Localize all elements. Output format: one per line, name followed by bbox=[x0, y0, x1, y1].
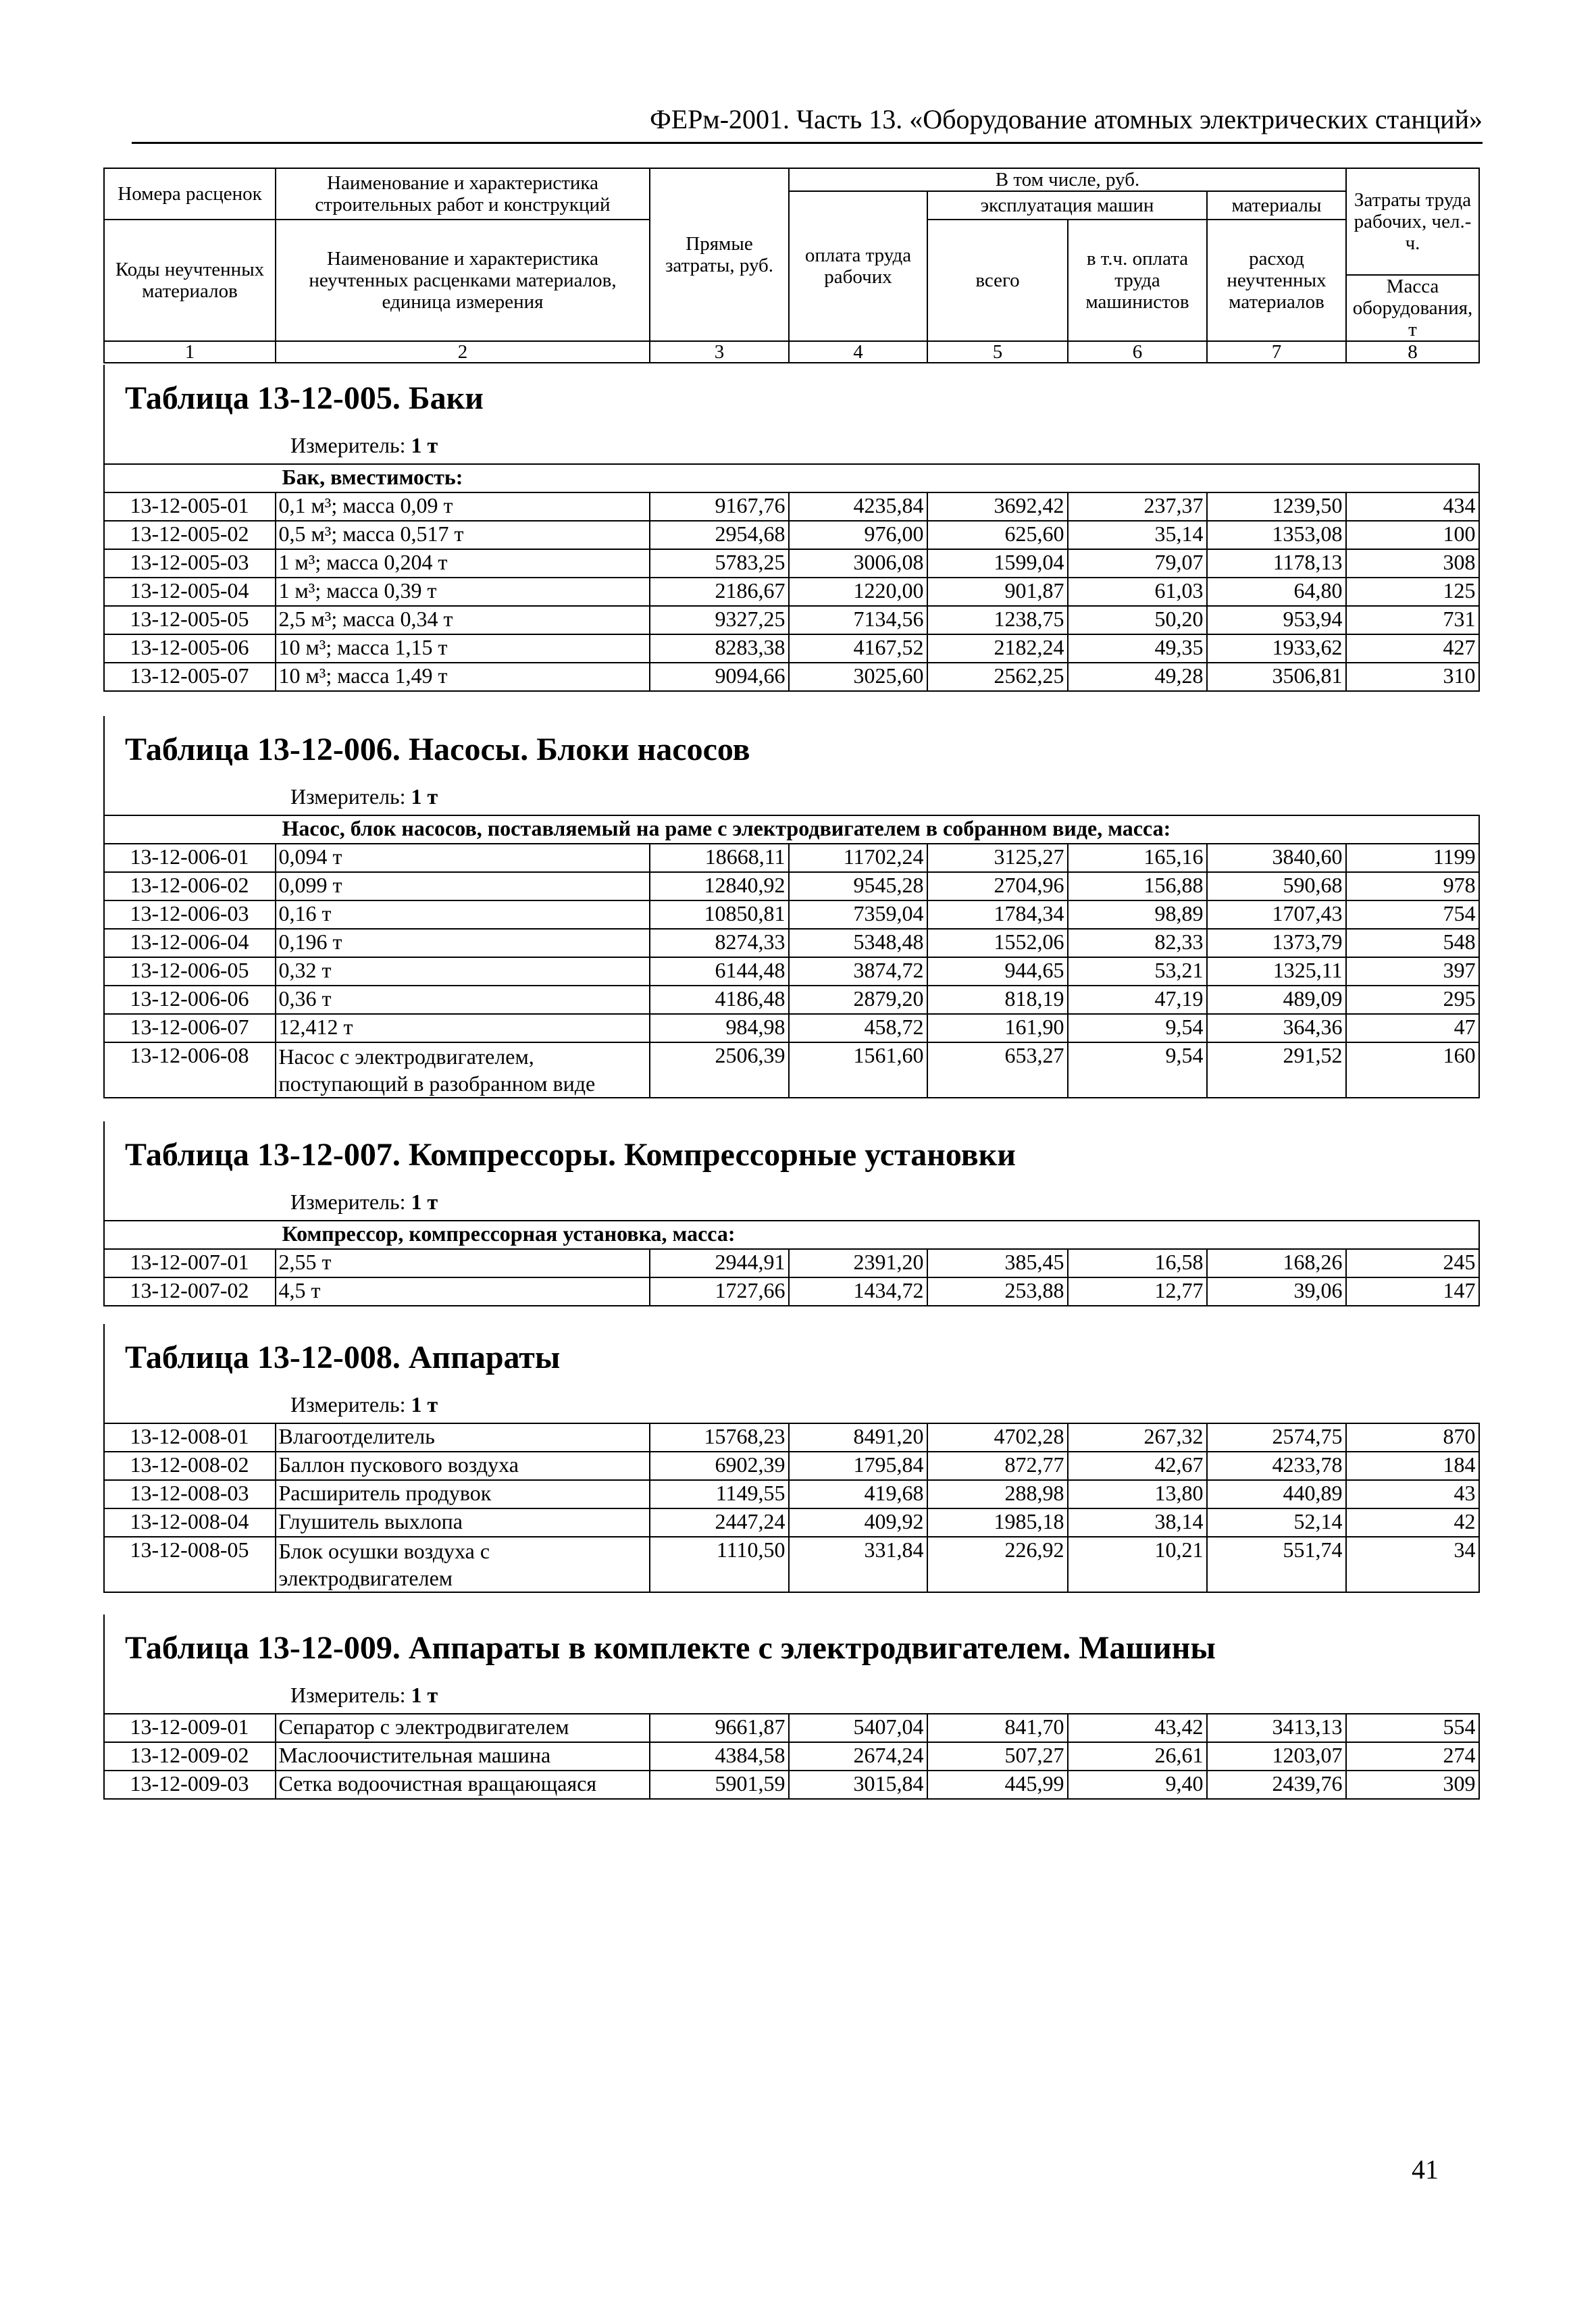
rates-table bbox=[103, 1220, 1480, 1306]
table-row bbox=[104, 606, 1479, 634]
subheading: Компрессор, компрессорная установка, масса: bbox=[276, 1221, 1479, 1249]
machine-total: 161,90 bbox=[927, 1014, 1068, 1042]
labor-hours: 245 bbox=[1346, 1249, 1479, 1277]
rate-code: 13-12-006-05 bbox=[104, 957, 276, 986]
machine-total: 841,70 bbox=[927, 1714, 1068, 1742]
labor-pay: 1795,84 bbox=[789, 1452, 927, 1480]
materials-cost: 2439,76 bbox=[1207, 1771, 1346, 1799]
labor-pay: 1434,72 bbox=[789, 1277, 927, 1306]
direct-costs: 2186,67 bbox=[650, 578, 789, 606]
labor-hours: 43 bbox=[1346, 1480, 1479, 1508]
direct-costs: 5783,25 bbox=[650, 549, 789, 578]
materials-cost: 39,06 bbox=[1207, 1277, 1346, 1306]
rate-code: 13-12-008-01 bbox=[104, 1423, 276, 1452]
labor-pay: 8491,20 bbox=[789, 1423, 927, 1452]
unit-line bbox=[290, 432, 438, 458]
rate-code: 13-12-007-01 bbox=[104, 1249, 276, 1277]
subheading: Насос, блок насосов, поставляемый на раме с электродвигателем в собранном виде, масса: bbox=[276, 815, 1479, 844]
rate-code: 13-12-006-03 bbox=[104, 900, 276, 929]
labor-pay: 7134,56 bbox=[789, 606, 927, 634]
rate-name: Насос с электродвигателем, поступающий в разобранном виде bbox=[276, 1042, 650, 1098]
labor-pay: 1220,00 bbox=[789, 578, 927, 606]
machine-operator-pay: 9,40 bbox=[1068, 1771, 1207, 1799]
rate-name: 0,1 м³; масса 0,09 т bbox=[276, 492, 650, 521]
table-title: Таблица 13-12-009. Аппараты в комплекте с электродвигателем. Машины bbox=[125, 1630, 1216, 1666]
subheading-spacer bbox=[104, 464, 276, 492]
labor-hours: 427 bbox=[1346, 634, 1479, 663]
machine-operator-pay: 49,35 bbox=[1068, 634, 1207, 663]
header-machine-total: всего bbox=[927, 220, 1068, 341]
direct-costs: 6144,48 bbox=[650, 957, 789, 986]
machine-total: 2182,24 bbox=[927, 634, 1068, 663]
materials-cost: 1353,08 bbox=[1207, 521, 1346, 549]
machine-total: 1985,18 bbox=[927, 1508, 1068, 1537]
machine-total: 4702,28 bbox=[927, 1423, 1068, 1452]
rate-code: 13-12-008-03 bbox=[104, 1480, 276, 1508]
machine-total: 385,45 bbox=[927, 1249, 1068, 1277]
header-rule bbox=[132, 142, 1483, 144]
table-row bbox=[104, 1742, 1479, 1771]
labor-hours: 754 bbox=[1346, 900, 1479, 929]
machine-operator-pay: 49,28 bbox=[1068, 663, 1207, 691]
machine-operator-pay: 47,19 bbox=[1068, 986, 1207, 1014]
header-labor-cost: Затраты труда рабочих, чел.-ч. bbox=[1346, 168, 1479, 275]
header-including: В том числе, руб. bbox=[789, 168, 1346, 191]
materials-cost: 590,68 bbox=[1207, 872, 1346, 900]
labor-hours: 548 bbox=[1346, 929, 1479, 957]
labor-pay: 2879,20 bbox=[789, 986, 927, 1014]
rate-name: 0,094 т bbox=[276, 844, 650, 872]
rate-name: 0,5 м³; масса 0,517 т bbox=[276, 521, 650, 549]
unit-value: 1 т bbox=[411, 433, 438, 457]
machine-operator-pay: 16,58 bbox=[1068, 1249, 1207, 1277]
rate-code: 13-12-005-03 bbox=[104, 549, 276, 578]
unit-value: 1 т bbox=[411, 1392, 438, 1417]
table-row bbox=[104, 521, 1479, 549]
direct-costs: 5901,59 bbox=[650, 1771, 789, 1799]
header-material-codes: Коды неучтенных материалов bbox=[104, 220, 276, 341]
table-row bbox=[104, 1714, 1479, 1742]
labor-hours: 731 bbox=[1346, 606, 1479, 634]
rate-name: 2,5 м³; масса 0,34 т bbox=[276, 606, 650, 634]
direct-costs: 8274,33 bbox=[650, 929, 789, 957]
unit-value: 1 т bbox=[411, 1190, 438, 1214]
machine-total: 944,65 bbox=[927, 957, 1068, 986]
materials-cost: 1239,50 bbox=[1207, 492, 1346, 521]
table-title: Таблица 13-12-007. Компрессоры. Компрессорные установки bbox=[125, 1137, 1016, 1173]
direct-costs: 4384,58 bbox=[650, 1742, 789, 1771]
direct-costs: 18668,11 bbox=[650, 844, 789, 872]
labor-hours: 147 bbox=[1346, 1277, 1479, 1306]
header-work-name: Наименование и характеристика строительных работ и конструкций bbox=[276, 168, 650, 220]
table-row bbox=[104, 1452, 1479, 1480]
table-row bbox=[104, 1423, 1479, 1452]
table-section bbox=[103, 1324, 1480, 1590]
subheading-row bbox=[104, 1221, 1479, 1249]
table-row bbox=[104, 549, 1479, 578]
rate-name: 10 м³; масса 1,15 т bbox=[276, 634, 650, 663]
unit-line bbox=[290, 1682, 438, 1708]
materials-cost: 1178,13 bbox=[1207, 549, 1346, 578]
rate-name: 0,16 т bbox=[276, 900, 650, 929]
labor-hours: 1199 bbox=[1346, 844, 1479, 872]
machine-operator-pay: 156,88 bbox=[1068, 872, 1207, 900]
col-number: 2 bbox=[276, 341, 650, 363]
rate-name: 0,099 т bbox=[276, 872, 650, 900]
labor-pay: 419,68 bbox=[789, 1480, 927, 1508]
materials-cost: 1707,43 bbox=[1207, 900, 1346, 929]
machine-operator-pay: 10,21 bbox=[1068, 1537, 1207, 1592]
labor-pay: 9545,28 bbox=[789, 872, 927, 900]
direct-costs: 4186,48 bbox=[650, 986, 789, 1014]
direct-costs: 1727,66 bbox=[650, 1277, 789, 1306]
rate-name: 1 м³; масса 0,39 т bbox=[276, 578, 650, 606]
labor-pay: 458,72 bbox=[789, 1014, 927, 1042]
materials-cost: 489,09 bbox=[1207, 986, 1346, 1014]
direct-costs: 6902,39 bbox=[650, 1452, 789, 1480]
rate-code: 13-12-006-02 bbox=[104, 872, 276, 900]
direct-costs: 2506,39 bbox=[650, 1042, 789, 1098]
rate-code: 13-12-006-07 bbox=[104, 1014, 276, 1042]
direct-costs: 9167,76 bbox=[650, 492, 789, 521]
rate-name: 10 м³; масса 1,49 т bbox=[276, 663, 650, 691]
machine-operator-pay: 82,33 bbox=[1068, 929, 1207, 957]
subheading-row bbox=[104, 464, 1479, 492]
unit-label: Измеритель: bbox=[290, 1392, 406, 1417]
direct-costs: 10850,81 bbox=[650, 900, 789, 929]
header-equipment-mass: Масса оборудования, т bbox=[1346, 275, 1479, 341]
machine-total: 288,98 bbox=[927, 1480, 1068, 1508]
machine-operator-pay: 98,89 bbox=[1068, 900, 1207, 929]
rates-table bbox=[103, 1713, 1480, 1800]
rate-code: 13-12-008-05 bbox=[104, 1537, 276, 1592]
table-section bbox=[103, 716, 1480, 1096]
header-material-name: Наименование и характеристика неучтенных расценками материалов, единица измерения bbox=[276, 220, 650, 341]
machine-operator-pay: 9,54 bbox=[1068, 1042, 1207, 1098]
materials-cost: 168,26 bbox=[1207, 1249, 1346, 1277]
table-section bbox=[103, 365, 1480, 688]
direct-costs: 1110,50 bbox=[650, 1537, 789, 1592]
machine-total: 901,87 bbox=[927, 578, 1068, 606]
col-number: 3 bbox=[650, 341, 789, 363]
header-materials-consumption: расход неучтенных материалов bbox=[1207, 220, 1346, 341]
rate-name: 2,55 т bbox=[276, 1249, 650, 1277]
machine-operator-pay: 42,67 bbox=[1068, 1452, 1207, 1480]
machine-operator-pay: 165,16 bbox=[1068, 844, 1207, 872]
rate-name: 0,32 т bbox=[276, 957, 650, 986]
labor-hours: 309 bbox=[1346, 1771, 1479, 1799]
labor-pay: 11702,24 bbox=[789, 844, 927, 872]
labor-pay: 976,00 bbox=[789, 521, 927, 549]
table-row bbox=[104, 1508, 1479, 1537]
materials-cost: 551,74 bbox=[1207, 1537, 1346, 1592]
table-row bbox=[104, 1480, 1479, 1508]
machine-total: 3692,42 bbox=[927, 492, 1068, 521]
machine-total: 2704,96 bbox=[927, 872, 1068, 900]
rate-code: 13-12-009-01 bbox=[104, 1714, 276, 1742]
rate-code: 13-12-005-06 bbox=[104, 634, 276, 663]
rate-name: 12,412 т bbox=[276, 1014, 650, 1042]
rates-table bbox=[103, 815, 1480, 1098]
header-machine-operation: эксплуатация машин bbox=[927, 191, 1207, 220]
table-row bbox=[104, 1042, 1479, 1098]
rate-name: 0,36 т bbox=[276, 986, 650, 1014]
col-number: 7 bbox=[1207, 341, 1346, 363]
materials-cost: 4233,78 bbox=[1207, 1452, 1346, 1480]
machine-total: 653,27 bbox=[927, 1042, 1068, 1098]
labor-hours: 184 bbox=[1346, 1452, 1479, 1480]
table-row bbox=[104, 929, 1479, 957]
labor-hours: 870 bbox=[1346, 1423, 1479, 1452]
machine-operator-pay: 53,21 bbox=[1068, 957, 1207, 986]
machine-operator-pay: 9,54 bbox=[1068, 1014, 1207, 1042]
table-title: Таблица 13-12-006. Насосы. Блоки насосов bbox=[125, 732, 750, 767]
labor-hours: 554 bbox=[1346, 1714, 1479, 1742]
table-row bbox=[104, 900, 1479, 929]
col-number: 6 bbox=[1068, 341, 1207, 363]
direct-costs: 1149,55 bbox=[650, 1480, 789, 1508]
running-header: ФЕРм-2001. Часть 13. «Оборудование атомных электрических станций» bbox=[650, 104, 1483, 134]
unit-label: Измеритель: bbox=[290, 433, 406, 457]
rate-code: 13-12-005-01 bbox=[104, 492, 276, 521]
materials-cost: 52,14 bbox=[1207, 1508, 1346, 1537]
rate-name: Сепаратор с электродвигателем bbox=[276, 1714, 650, 1742]
labor-pay: 3006,08 bbox=[789, 549, 927, 578]
materials-cost: 440,89 bbox=[1207, 1480, 1346, 1508]
labor-hours: 125 bbox=[1346, 578, 1479, 606]
col-number: 1 bbox=[104, 341, 276, 363]
rate-code: 13-12-005-02 bbox=[104, 521, 276, 549]
table-row bbox=[104, 872, 1479, 900]
rate-code: 13-12-009-02 bbox=[104, 1742, 276, 1771]
labor-hours: 100 bbox=[1346, 521, 1479, 549]
labor-hours: 47 bbox=[1346, 1014, 1479, 1042]
table-row bbox=[104, 1249, 1479, 1277]
machine-operator-pay: 12,77 bbox=[1068, 1277, 1207, 1306]
direct-costs: 8283,38 bbox=[650, 634, 789, 663]
machine-total: 1238,75 bbox=[927, 606, 1068, 634]
machine-operator-pay: 79,07 bbox=[1068, 549, 1207, 578]
labor-pay: 3015,84 bbox=[789, 1771, 927, 1799]
direct-costs: 984,98 bbox=[650, 1014, 789, 1042]
labor-pay: 4235,84 bbox=[789, 492, 927, 521]
direct-costs: 2954,68 bbox=[650, 521, 789, 549]
rate-code: 13-12-006-08 bbox=[104, 1042, 276, 1098]
col-number: 4 bbox=[789, 341, 927, 363]
direct-costs: 12840,92 bbox=[650, 872, 789, 900]
subheading: Бак, вместимость: bbox=[276, 464, 1479, 492]
rate-code: 13-12-005-05 bbox=[104, 606, 276, 634]
header-direct-costs: Прямые затраты, руб. bbox=[650, 168, 789, 341]
rate-code: 13-12-006-01 bbox=[104, 844, 276, 872]
labor-pay: 5348,48 bbox=[789, 929, 927, 957]
rate-name: Баллон пускового воздуха bbox=[276, 1452, 650, 1480]
labor-pay: 7359,04 bbox=[789, 900, 927, 929]
materials-cost: 3413,13 bbox=[1207, 1714, 1346, 1742]
unit-label: Измеритель: bbox=[290, 784, 406, 809]
machine-operator-pay: 26,61 bbox=[1068, 1742, 1207, 1771]
header-materials: материалы bbox=[1207, 191, 1346, 220]
labor-pay: 4167,52 bbox=[789, 634, 927, 663]
rate-code: 13-12-006-06 bbox=[104, 986, 276, 1014]
header-labor-pay: оплата труда рабочих bbox=[789, 191, 927, 341]
labor-pay: 3025,60 bbox=[789, 663, 927, 691]
machine-operator-pay: 38,14 bbox=[1068, 1508, 1207, 1537]
rate-code: 13-12-009-03 bbox=[104, 1771, 276, 1799]
direct-costs: 15768,23 bbox=[650, 1423, 789, 1452]
table-row bbox=[104, 986, 1479, 1014]
labor-hours: 160 bbox=[1346, 1042, 1479, 1098]
rate-name: Сетка водоочистная вращающаяся bbox=[276, 1771, 650, 1799]
direct-costs: 9327,25 bbox=[650, 606, 789, 634]
materials-cost: 1933,62 bbox=[1207, 634, 1346, 663]
labor-hours: 308 bbox=[1346, 549, 1479, 578]
table-row bbox=[104, 1537, 1479, 1592]
machine-total: 1784,34 bbox=[927, 900, 1068, 929]
direct-costs: 9661,87 bbox=[650, 1714, 789, 1742]
machine-total: 507,27 bbox=[927, 1742, 1068, 1771]
direct-costs: 2944,91 bbox=[650, 1249, 789, 1277]
unit-label: Измеритель: bbox=[290, 1683, 406, 1707]
table-row bbox=[104, 492, 1479, 521]
subheading-spacer bbox=[104, 815, 276, 844]
rate-code: 13-12-007-02 bbox=[104, 1277, 276, 1306]
machine-operator-pay: 43,42 bbox=[1068, 1714, 1207, 1742]
labor-hours: 397 bbox=[1346, 957, 1479, 986]
labor-pay: 5407,04 bbox=[789, 1714, 927, 1742]
labor-pay: 3874,72 bbox=[789, 957, 927, 986]
table-row bbox=[104, 1771, 1479, 1799]
rates-table bbox=[103, 463, 1480, 692]
table-row bbox=[104, 663, 1479, 691]
rate-code: 13-12-005-04 bbox=[104, 578, 276, 606]
machine-total: 818,19 bbox=[927, 986, 1068, 1014]
machine-total: 3125,27 bbox=[927, 844, 1068, 872]
labor-pay: 409,92 bbox=[789, 1508, 927, 1537]
col-number: 8 bbox=[1346, 341, 1479, 363]
header-rate-numbers: Номера расценок bbox=[104, 168, 276, 220]
labor-hours: 34 bbox=[1346, 1537, 1479, 1592]
rate-name: 1 м³; масса 0,204 т bbox=[276, 549, 650, 578]
materials-cost: 3840,60 bbox=[1207, 844, 1346, 872]
unit-value: 1 т bbox=[411, 1683, 438, 1707]
materials-cost: 364,36 bbox=[1207, 1014, 1346, 1042]
table-row bbox=[104, 1014, 1479, 1042]
header-machine-operator-pay: в т.ч. оплата труда машинистов bbox=[1068, 220, 1207, 341]
rate-name: 0,196 т bbox=[276, 929, 650, 957]
direct-costs: 9094,66 bbox=[650, 663, 789, 691]
column-header-table bbox=[103, 168, 1480, 363]
direct-costs: 2447,24 bbox=[650, 1508, 789, 1537]
labor-pay: 2674,24 bbox=[789, 1742, 927, 1771]
materials-cost: 1373,79 bbox=[1207, 929, 1346, 957]
machine-operator-pay: 13,80 bbox=[1068, 1480, 1207, 1508]
machine-total: 1552,06 bbox=[927, 929, 1068, 957]
machine-total: 2562,25 bbox=[927, 663, 1068, 691]
machine-total: 253,88 bbox=[927, 1277, 1068, 1306]
machine-total: 1599,04 bbox=[927, 549, 1068, 578]
labor-pay: 1561,60 bbox=[789, 1042, 927, 1098]
machine-total: 226,92 bbox=[927, 1537, 1068, 1592]
labor-hours: 295 bbox=[1346, 986, 1479, 1014]
table-row bbox=[104, 844, 1479, 872]
rate-name: Маслоочистительная машина bbox=[276, 1742, 650, 1771]
machine-operator-pay: 237,37 bbox=[1068, 492, 1207, 521]
machine-operator-pay: 50,20 bbox=[1068, 606, 1207, 634]
materials-cost: 1325,11 bbox=[1207, 957, 1346, 986]
materials-cost: 1203,07 bbox=[1207, 1742, 1346, 1771]
labor-hours: 274 bbox=[1346, 1742, 1479, 1771]
table-section bbox=[103, 1121, 1480, 1302]
unit-line bbox=[290, 1189, 438, 1215]
machine-total: 445,99 bbox=[927, 1771, 1068, 1799]
rate-name: Расширитель продувок bbox=[276, 1480, 650, 1508]
unit-line bbox=[290, 1392, 438, 1417]
materials-cost: 64,80 bbox=[1207, 578, 1346, 606]
col-number: 5 bbox=[927, 341, 1068, 363]
rate-name: Глушитель выхлопа bbox=[276, 1508, 650, 1537]
materials-cost: 291,52 bbox=[1207, 1042, 1346, 1098]
table-section bbox=[103, 1615, 1480, 1796]
table-row bbox=[104, 1277, 1479, 1306]
labor-hours: 42 bbox=[1346, 1508, 1479, 1537]
labor-pay: 2391,20 bbox=[789, 1249, 927, 1277]
page-number: 41 bbox=[1412, 2154, 1439, 2185]
table-title: Таблица 13-12-005. Баки bbox=[125, 380, 484, 416]
table-title: Таблица 13-12-008. Аппараты bbox=[125, 1340, 561, 1375]
rate-code: 13-12-005-07 bbox=[104, 663, 276, 691]
materials-cost: 3506,81 bbox=[1207, 663, 1346, 691]
unit-line bbox=[290, 784, 438, 809]
rates-table bbox=[103, 1423, 1480, 1593]
machine-operator-pay: 35,14 bbox=[1068, 521, 1207, 549]
rate-code: 13-12-008-02 bbox=[104, 1452, 276, 1480]
labor-hours: 434 bbox=[1346, 492, 1479, 521]
rate-name: Влагоотделитель bbox=[276, 1423, 650, 1452]
unit-label: Измеритель: bbox=[290, 1190, 406, 1214]
machine-total: 625,60 bbox=[927, 521, 1068, 549]
table-row bbox=[104, 957, 1479, 986]
labor-hours: 978 bbox=[1346, 872, 1479, 900]
table-row bbox=[104, 634, 1479, 663]
rate-name: Блок осушки воздуха с электродвигателем bbox=[276, 1537, 650, 1592]
rate-code: 13-12-006-04 bbox=[104, 929, 276, 957]
subheading-spacer bbox=[104, 1221, 276, 1249]
labor-pay: 331,84 bbox=[789, 1537, 927, 1592]
subheading-row bbox=[104, 815, 1479, 844]
labor-hours: 310 bbox=[1346, 663, 1479, 691]
machine-total: 872,77 bbox=[927, 1452, 1068, 1480]
materials-cost: 953,94 bbox=[1207, 606, 1346, 634]
table-row bbox=[104, 578, 1479, 606]
rate-code: 13-12-008-04 bbox=[104, 1508, 276, 1537]
rate-name: 4,5 т bbox=[276, 1277, 650, 1306]
machine-operator-pay: 61,03 bbox=[1068, 578, 1207, 606]
machine-operator-pay: 267,32 bbox=[1068, 1423, 1207, 1452]
materials-cost: 2574,75 bbox=[1207, 1423, 1346, 1452]
unit-value: 1 т bbox=[411, 784, 438, 809]
